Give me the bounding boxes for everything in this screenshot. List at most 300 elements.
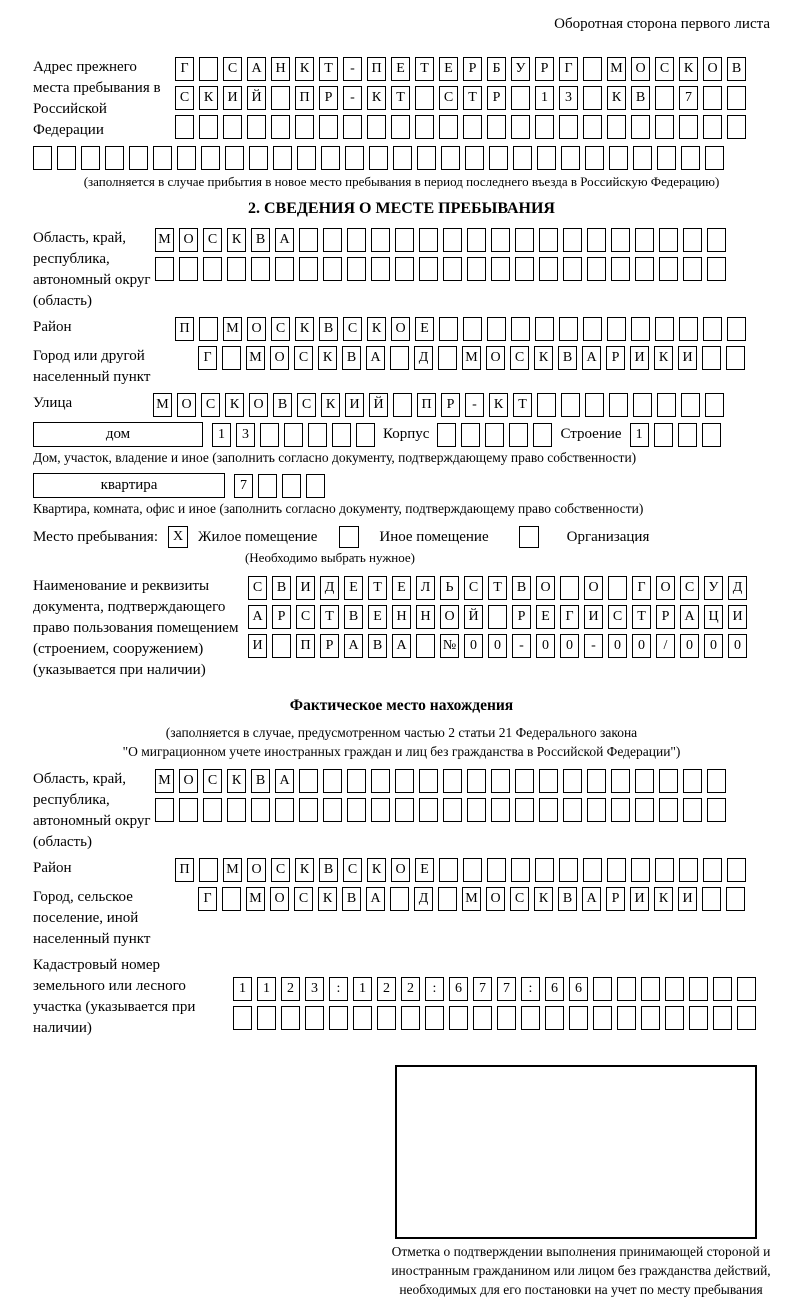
char-cell: Г: [198, 887, 217, 911]
actual-district-field: [33, 858, 770, 882]
char-cell: С: [294, 887, 313, 911]
prev-address-label: Адрес прежнего места пребывания в Российской Федерации: [33, 59, 161, 138]
char-cell: /: [656, 634, 675, 658]
char-cell: Р: [487, 86, 506, 110]
char-cell: М: [223, 858, 242, 882]
char-cell: [417, 146, 436, 170]
char-cell: С: [203, 228, 222, 252]
char-cell: В: [251, 228, 270, 252]
char-cell: М: [155, 769, 174, 793]
char-cell: 0: [728, 634, 747, 658]
char-cell: М: [462, 887, 481, 911]
cadastral-field: [33, 955, 770, 1039]
char-cell: А: [392, 634, 411, 658]
char-cell: [488, 605, 507, 629]
char-cell: [587, 228, 606, 252]
char-cell: Н: [416, 605, 435, 629]
prev-address-field: [33, 57, 770, 141]
char-cell: [707, 257, 726, 281]
char-cell: [395, 257, 414, 281]
char-cell: [201, 146, 220, 170]
char-cell: [513, 146, 532, 170]
char-cell: [489, 146, 508, 170]
char-cell: Д: [414, 887, 433, 911]
char-cell: В: [512, 576, 531, 600]
char-cell: К: [321, 393, 340, 417]
char-cell: Т: [368, 576, 387, 600]
char-cell: [655, 858, 674, 882]
char-cell-row: [437, 423, 552, 447]
char-cell: [535, 115, 554, 139]
char-cell: [583, 115, 602, 139]
char-cell-row: [248, 605, 747, 629]
char-cell: [438, 346, 457, 370]
char-cell: Е: [344, 576, 363, 600]
char-cell: Г: [632, 576, 651, 600]
region-label: Область, край, республика, автономный округ (область): [33, 230, 151, 309]
char-cell: О: [179, 228, 198, 252]
char-cell: Т: [320, 605, 339, 629]
char-cell: С: [223, 57, 242, 81]
char-cell: [227, 798, 246, 822]
char-cell: [179, 257, 198, 281]
char-cell: [665, 1006, 684, 1030]
char-cell: П: [295, 86, 314, 110]
char-cell: [343, 115, 362, 139]
char-cell: [633, 393, 652, 417]
char-cell: [683, 257, 702, 281]
char-cell: [395, 769, 414, 793]
char-cell: [515, 228, 534, 252]
doc-basis-field: [33, 576, 770, 681]
char-cell: [537, 393, 556, 417]
char-cell: М: [607, 57, 626, 81]
char-cell: К: [367, 86, 386, 110]
char-cell: [563, 257, 582, 281]
char-cell: [371, 798, 390, 822]
char-cell: И: [630, 887, 649, 911]
prev-address-cells: [175, 57, 746, 139]
city-label: Город или другой населенный пункт: [33, 348, 151, 385]
char-cell: [511, 115, 530, 139]
char-cell: В: [368, 634, 387, 658]
char-cell: [609, 393, 628, 417]
char-cell: 6: [569, 977, 588, 1001]
char-cell: [703, 317, 722, 341]
char-cell: К: [367, 858, 386, 882]
stay-type-row: [33, 526, 770, 548]
char-cell: С: [271, 317, 290, 341]
char-cell: С: [343, 858, 362, 882]
char-cell: Р: [512, 605, 531, 629]
char-cell: Й: [369, 393, 388, 417]
char-cell: П: [296, 634, 315, 658]
char-cell: [702, 887, 721, 911]
char-cell: К: [227, 228, 246, 252]
option-label-other-premises: Иное помещение: [379, 528, 489, 545]
char-cell: [679, 115, 698, 139]
char-cell: А: [344, 634, 363, 658]
char-cell: С: [203, 769, 222, 793]
char-cell: [737, 1006, 756, 1030]
char-cell: С: [271, 858, 290, 882]
char-cell: С: [510, 887, 529, 911]
char-cell: Ь: [440, 576, 459, 600]
char-cell: [153, 146, 172, 170]
char-cell: М: [155, 228, 174, 252]
char-cell-row: [155, 228, 726, 252]
char-cell: [703, 858, 722, 882]
char-cell: 0: [608, 634, 627, 658]
char-cell: [635, 257, 654, 281]
char-cell: [419, 228, 438, 252]
char-cell: [222, 887, 241, 911]
char-cell: С: [439, 86, 458, 110]
char-cell: [683, 228, 702, 252]
cadastral-label: Кадастровый номер земельного или лесного участка (указывается при наличии): [33, 957, 196, 1036]
char-cell: [705, 146, 724, 170]
char-cell: Р: [463, 57, 482, 81]
char-cell: А: [366, 346, 385, 370]
char-cell: [511, 86, 530, 110]
char-cell: В: [319, 317, 338, 341]
char-cell: [485, 423, 504, 447]
char-cell: С: [464, 576, 483, 600]
char-cell: [249, 146, 268, 170]
char-cell: [593, 1006, 612, 1030]
char-cell: [539, 769, 558, 793]
char-cell: Т: [488, 576, 507, 600]
char-cell: [631, 858, 650, 882]
char-cell: К: [534, 346, 553, 370]
char-cell: П: [367, 57, 386, 81]
char-cell: [689, 1006, 708, 1030]
char-cell: [390, 887, 409, 911]
char-cell: [81, 146, 100, 170]
checkbox-organization: [519, 526, 539, 548]
char-cell: [563, 228, 582, 252]
doc-basis-cells: [248, 576, 747, 658]
char-cell: Г: [560, 605, 579, 629]
char-cell: О: [486, 887, 505, 911]
char-cell: Р: [606, 346, 625, 370]
char-cell: [308, 423, 327, 447]
char-cell: [155, 798, 174, 822]
char-cell: Д: [728, 576, 747, 600]
apartment-note: Квартира, комната, офис и иное (заполнить согласно документу, подтверждающему право собственности): [33, 501, 644, 516]
char-cell: [391, 115, 410, 139]
char-cell: В: [558, 346, 577, 370]
char-cell: [487, 115, 506, 139]
char-cell: [438, 887, 457, 911]
char-cell: О: [703, 57, 722, 81]
char-cell: У: [704, 576, 723, 600]
char-cell: [415, 115, 434, 139]
char-cell-row: [248, 576, 747, 600]
char-cell: [491, 769, 510, 793]
char-cell: [539, 257, 558, 281]
char-cell: [583, 57, 602, 81]
char-cell: [583, 858, 602, 882]
char-cell: [419, 769, 438, 793]
char-cell: К: [295, 57, 314, 81]
char-cell: [727, 86, 746, 110]
char-cell: [587, 257, 606, 281]
cadastral-cells: [233, 955, 756, 1030]
char-cell: О: [249, 393, 268, 417]
char-cell: К: [489, 393, 508, 417]
char-cell: [271, 86, 290, 110]
char-cell: А: [680, 605, 699, 629]
char-cell: [511, 858, 530, 882]
char-cell: [415, 86, 434, 110]
char-cell: 0: [680, 634, 699, 658]
char-cell: [617, 977, 636, 1001]
char-cell: 2: [401, 977, 420, 1001]
char-cell: 1: [257, 977, 276, 1001]
char-cell: [222, 346, 241, 370]
char-cell: [441, 146, 460, 170]
char-cell: [227, 257, 246, 281]
char-cell: О: [270, 887, 289, 911]
char-cell: [537, 146, 556, 170]
char-cell: [633, 146, 652, 170]
actual-location-note1: (заполняется в случае, предусмотренном частью 2 статьи 21 Федерального закона: [165, 725, 638, 740]
char-cell: [371, 257, 390, 281]
char-cell-row: [233, 1006, 756, 1030]
char-cell: [657, 146, 676, 170]
char-cell: [439, 858, 458, 882]
char-cell-row: [630, 423, 721, 447]
char-cell: О: [440, 605, 459, 629]
char-cell: [203, 257, 222, 281]
char-cell: -: [343, 57, 362, 81]
char-cell: [319, 115, 338, 139]
char-cell: [713, 977, 732, 1001]
char-cell: К: [534, 887, 553, 911]
char-cell: [390, 346, 409, 370]
char-cell: [449, 1006, 468, 1030]
char-cell: [539, 798, 558, 822]
char-cell: С: [248, 576, 267, 600]
char-cell: Й: [247, 86, 266, 110]
char-cell: [329, 1006, 348, 1030]
char-cell: [443, 769, 462, 793]
char-cell: [305, 1006, 324, 1030]
stay-type-note: (Необходимо выбрать нужное): [244, 550, 416, 565]
char-cell: [155, 257, 174, 281]
char-cell: К: [199, 86, 218, 110]
char-cell: 7: [473, 977, 492, 1001]
char-cell: [654, 423, 673, 447]
char-cell: [707, 769, 726, 793]
char-cell: [702, 423, 721, 447]
char-cell: [689, 977, 708, 1001]
char-cell: В: [342, 887, 361, 911]
char-cell: -: [512, 634, 531, 658]
char-cell: [497, 1006, 516, 1030]
char-cell: [401, 1006, 420, 1030]
char-cell: [727, 858, 746, 882]
option-label-organization: Организация: [566, 528, 650, 545]
char-cell: И: [630, 346, 649, 370]
char-cell: [702, 346, 721, 370]
char-cell: [369, 146, 388, 170]
street-label: Улица: [33, 395, 73, 411]
char-cell: [33, 146, 52, 170]
char-cell: О: [391, 317, 410, 341]
char-cell: [347, 228, 366, 252]
char-cell: 1: [630, 423, 649, 447]
city-field: [33, 346, 770, 388]
char-cell: Т: [415, 57, 434, 81]
char-cell: [321, 146, 340, 170]
char-cell: О: [536, 576, 555, 600]
char-cell: [681, 393, 700, 417]
char-cell: С: [294, 346, 313, 370]
char-cell: [467, 228, 486, 252]
char-cell: [273, 146, 292, 170]
char-cell: [487, 858, 506, 882]
char-cell: Р: [272, 605, 291, 629]
char-cell: [587, 769, 606, 793]
char-cell: М: [153, 393, 172, 417]
char-cell: [247, 115, 266, 139]
char-cell: [393, 393, 412, 417]
char-cell: И: [345, 393, 364, 417]
char-cell: [631, 317, 650, 341]
char-cell: [587, 798, 606, 822]
char-cell: П: [175, 317, 194, 341]
char-cell: Г: [175, 57, 194, 81]
char-cell-row: [198, 346, 745, 370]
doc-basis-label: Наименование и реквизиты документа, подтверждающего право пользования помещением (строением, сооружением) (указывается при наличии): [33, 578, 239, 678]
char-cell: [260, 423, 279, 447]
char-cell: [199, 115, 218, 139]
char-cell: 2: [281, 977, 300, 1001]
char-cell: [233, 1006, 252, 1030]
char-cell: [419, 257, 438, 281]
char-cell: [703, 115, 722, 139]
char-cell: [419, 798, 438, 822]
char-cell: [323, 257, 342, 281]
char-cell: 2: [377, 977, 396, 1001]
char-cell: [608, 576, 627, 600]
char-cell: Р: [606, 887, 625, 911]
char-cell: К: [654, 887, 673, 911]
char-cell: -: [465, 393, 484, 417]
char-cell: [439, 317, 458, 341]
char-cell: В: [273, 393, 292, 417]
char-cell: А: [582, 887, 601, 911]
char-cell: С: [201, 393, 220, 417]
section2-title: 2. СВЕДЕНИЯ О МЕСТЕ ПРЕБЫВАНИЯ: [248, 200, 555, 217]
stamp-area: [391, 1065, 771, 1300]
char-cell: В: [272, 576, 291, 600]
house-note: Дом, участок, владение и иное (заполнить согласно документу, подтверждающему право собственности): [33, 450, 637, 465]
char-cell-row: [175, 317, 746, 341]
char-cell: С: [680, 576, 699, 600]
char-cell: [129, 146, 148, 170]
char-cell: [347, 257, 366, 281]
char-cell: Г: [559, 57, 578, 81]
char-cell: [491, 798, 510, 822]
char-cell: Т: [391, 86, 410, 110]
char-cell: [282, 474, 301, 498]
char-cell: 0: [704, 634, 723, 658]
char-cell: [461, 423, 480, 447]
char-cell: Е: [368, 605, 387, 629]
actual-region-cells: [155, 769, 726, 822]
district-label: Район: [33, 319, 72, 335]
char-cell: Р: [320, 634, 339, 658]
char-cell: К: [225, 393, 244, 417]
char-cell: [105, 146, 124, 170]
char-cell: [563, 769, 582, 793]
char-cell: О: [486, 346, 505, 370]
char-cell: :: [329, 977, 348, 1001]
char-cell: Е: [415, 317, 434, 341]
street-field: [33, 393, 770, 417]
char-cell: [515, 798, 534, 822]
char-cell: П: [175, 858, 194, 882]
char-cell: О: [177, 393, 196, 417]
char-cell: С: [175, 86, 194, 110]
char-cell: [425, 1006, 444, 1030]
char-cell: [726, 887, 745, 911]
char-cell: М: [246, 346, 265, 370]
char-cell: [611, 798, 630, 822]
char-cell: 0: [632, 634, 651, 658]
char-cell: [272, 634, 291, 658]
char-cell: [223, 115, 242, 139]
page-header: Оборотная сторона первого листа: [554, 16, 770, 32]
char-cell: Г: [198, 346, 217, 370]
char-cell: [347, 769, 366, 793]
char-cell: :: [425, 977, 444, 1001]
char-cell: 0: [464, 634, 483, 658]
actual-region-field: [33, 769, 770, 853]
char-cell: К: [295, 858, 314, 882]
char-cell: [509, 423, 528, 447]
char-cell: К: [318, 346, 337, 370]
char-cell: [323, 798, 342, 822]
char-cell: А: [248, 605, 267, 629]
char-cell: [737, 977, 756, 1001]
char-cell: [467, 798, 486, 822]
char-cell: [443, 228, 462, 252]
char-cell: :: [521, 977, 540, 1001]
char-cell: В: [251, 769, 270, 793]
char-cell: С: [297, 393, 316, 417]
char-cell: [583, 317, 602, 341]
char-cell: В: [558, 887, 577, 911]
char-cell: [299, 769, 318, 793]
char-cell: [175, 115, 194, 139]
char-cell: [545, 1006, 564, 1030]
char-cell: 3: [559, 86, 578, 110]
char-cell: 6: [449, 977, 468, 1001]
option-label-residential: Жилое помещение: [198, 528, 318, 545]
char-cell: [659, 769, 678, 793]
char-cell: [199, 858, 218, 882]
char-cell: Р: [656, 605, 675, 629]
char-cell: [607, 858, 626, 882]
char-cell: Р: [441, 393, 460, 417]
char-cell: О: [247, 858, 266, 882]
char-cell: [521, 1006, 540, 1030]
char-cell: [561, 393, 580, 417]
